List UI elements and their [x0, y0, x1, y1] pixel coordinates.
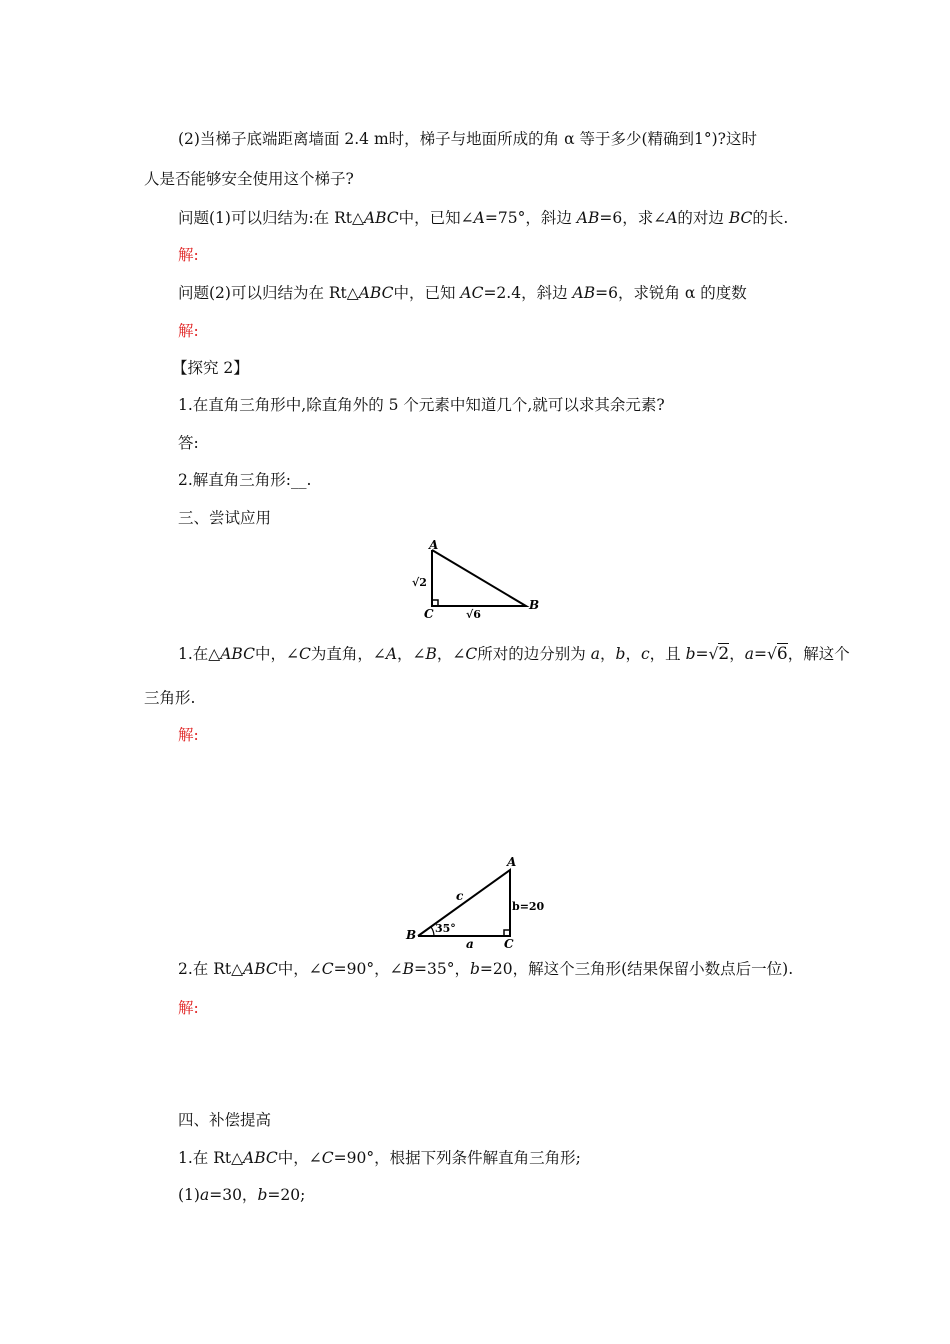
sqrt-symbol: √ [767, 645, 777, 663]
var-abc: ABC [243, 1149, 278, 1167]
text: =90°，∠ [333, 960, 403, 978]
vertex-a-label: A [429, 538, 439, 552]
vertex-b-label: B [529, 598, 540, 612]
angle-arc [431, 927, 434, 936]
var-bc: BC [728, 209, 753, 227]
text: =20，解这个三角形(结果保留小数点后一位). [479, 960, 794, 978]
triangle-figure-2 [402, 850, 552, 950]
text: 2.在 Rt△ [178, 960, 244, 978]
var-c: C [321, 960, 334, 978]
radicand: 6 [776, 644, 788, 664]
answer-label: 答: [178, 434, 199, 452]
compensate-problem-1 [178, 1147, 581, 1169]
section-3-heading: 三、尝试应用 [178, 509, 272, 527]
var-a: a [199, 1186, 210, 1204]
section-4-heading: 四、补偿提高 [178, 1111, 272, 1129]
triangle-outline [432, 550, 526, 606]
text: 中，∠ [277, 960, 322, 978]
triangle-outline [418, 870, 510, 936]
side-ac-label: √2 [412, 576, 427, 589]
text: ， [625, 645, 641, 663]
var-c: C [465, 645, 478, 663]
text: =30， [209, 1186, 258, 1204]
sqrt-symbol: √ [708, 645, 719, 663]
triangle-figure-1 [408, 536, 548, 618]
var-a: A [666, 209, 678, 227]
side-c-label: c [456, 889, 464, 903]
problem-2-line-2: 人是否能够安全使用这个梯子? [144, 170, 354, 188]
problem-2-line-1: (2)当梯子底端距离墙面 2.4 m时，梯子与地面所成的角 α 等于多少(精确到1°)?这时 [178, 130, 757, 148]
text: 1.在 Rt△ [178, 1149, 244, 1167]
text: 所对的边分别为 [477, 645, 591, 663]
explore-2-heading: 【探究 2】 [172, 359, 249, 377]
text: =6，求锐角 α 的度数 [595, 284, 747, 302]
text: =75°，斜边 [484, 209, 577, 227]
explore-2-item-1: 1.在直角三角形中,除直角外的 5 个元素中知道几个,就可以求其余元素? [178, 396, 665, 414]
var-a: a [744, 645, 754, 663]
var-abc: ABC [358, 284, 394, 302]
text: =20; [267, 1186, 306, 1204]
text: =6，求∠ [599, 209, 667, 227]
var-ab: AB [572, 284, 596, 302]
text: ，∠ [436, 645, 466, 663]
vertex-c-label: C [424, 607, 434, 618]
var-b: B [402, 960, 414, 978]
text: ， [599, 645, 616, 663]
side-bc-label: √6 [466, 608, 481, 618]
text: 问题(1)可以归结为:在 Rt△ [178, 209, 364, 227]
text: ，解这个 [787, 645, 850, 663]
vertex-c-label: C [504, 937, 514, 950]
compensate-problem-1-part-1 [178, 1184, 305, 1206]
var-a: A [385, 645, 398, 663]
text: = [695, 645, 709, 663]
apply-problem-2 [178, 958, 793, 980]
side-b-label: b=20 [512, 900, 545, 913]
text: =2.4，斜边 [483, 284, 573, 302]
var-abc: ABC [243, 960, 278, 978]
var-abc: ABC [220, 645, 255, 663]
text: 中，∠ [254, 645, 299, 663]
var-b: b [469, 960, 480, 978]
var-ac: AC [460, 284, 484, 302]
side-a-label: a [466, 937, 474, 950]
text: 1.在△ [178, 645, 221, 663]
var-b: b [685, 645, 696, 663]
var-abc: ABC [363, 209, 399, 227]
text: 为直角，∠ [310, 645, 386, 663]
vertex-b-label: B [406, 928, 417, 942]
solution-label-3: 解: [178, 726, 199, 744]
angle-label: 35° [435, 922, 456, 935]
text: = [754, 645, 767, 663]
explore-2-item-2: 2.解直角三角形:__. [178, 471, 312, 489]
var-a: A [473, 209, 485, 227]
apply-problem-1 [178, 643, 850, 665]
question-1-statement [178, 207, 788, 229]
text: 中，∠ [277, 1149, 322, 1167]
text: (1) [178, 1186, 200, 1204]
solution-label-4: 解: [178, 999, 199, 1017]
radicand: 2 [718, 644, 730, 664]
text: =35°， [414, 960, 470, 978]
var-b: B [425, 645, 437, 663]
text: =90°，根据下列条件解直角三角形; [333, 1149, 581, 1167]
question-2-statement [178, 282, 747, 304]
text: 的长. [752, 209, 789, 227]
text: 问题(2)可以归结为在 Rt△ [178, 284, 359, 302]
text: 中，已知 [393, 284, 461, 302]
var-c: C [321, 1149, 334, 1167]
text: ，∠ [397, 645, 426, 663]
text: 的对边 [677, 209, 729, 227]
solution-label-1: 解: [178, 246, 199, 264]
text: ， [729, 645, 745, 663]
var-ab: AB [576, 209, 600, 227]
var-c: c [640, 645, 650, 663]
var-b: b [257, 1186, 268, 1204]
solution-label-2: 解: [178, 322, 199, 340]
vertex-a-label: A [507, 855, 517, 869]
apply-problem-1-line-2: 三角形. [144, 689, 196, 707]
text: 中，已知∠ [398, 209, 474, 227]
var-a: a [590, 645, 600, 663]
text: ，且 [649, 645, 686, 663]
var-c: C [298, 645, 311, 663]
var-b: b [615, 645, 626, 663]
